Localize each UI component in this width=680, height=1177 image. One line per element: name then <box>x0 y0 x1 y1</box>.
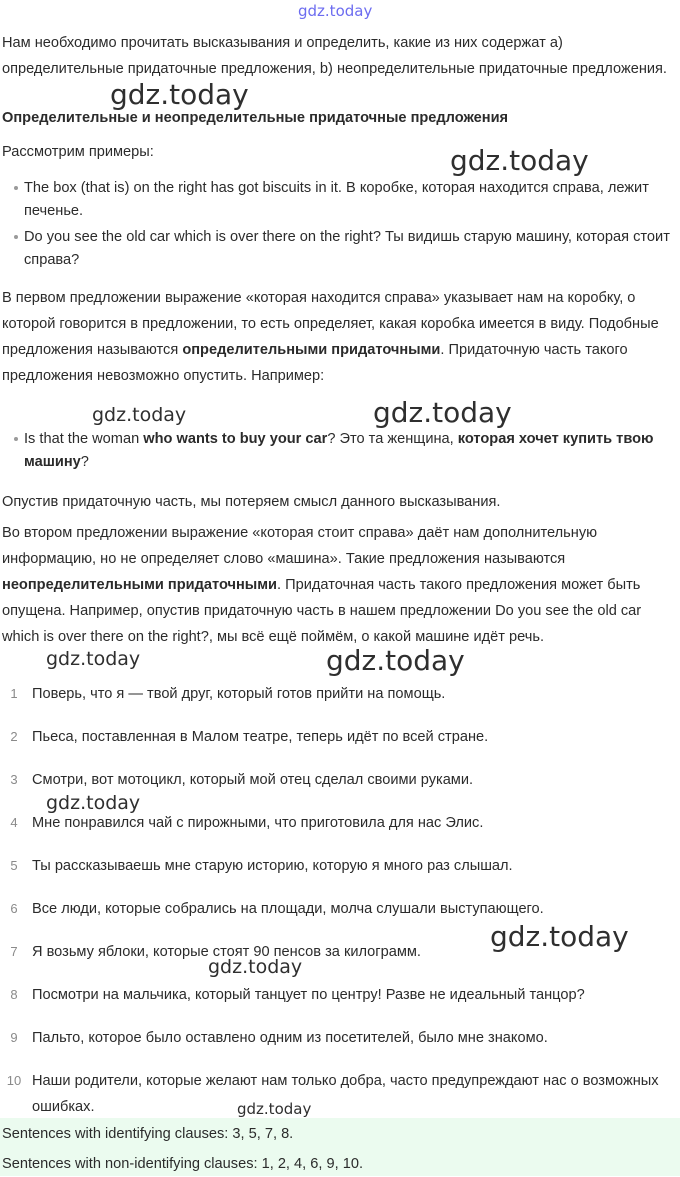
watermark: gdz.today <box>326 644 465 677</box>
watermark: gdz.today <box>373 396 512 429</box>
term-identifying: определительными придаточными <box>182 342 441 358</box>
list-item: 8 Посмотри на мальчика, который танцует по центру! Разве не идеальный танцор? <box>10 987 585 1003</box>
example-item: Do you see the old car which is over there on the right? Ты видишь старую машину, которая стоит справа? <box>8 226 678 272</box>
section-heading: Определительные и неопределительные придаточные предложения <box>2 110 509 126</box>
examples-list <box>8 177 678 272</box>
watermark: gdz.today <box>490 920 629 953</box>
answer-non-identifying: Sentences with non-identifying clauses: 1, 2, 4, 6, 9, 10. <box>2 1156 364 1172</box>
watermark: gdz.today <box>110 78 249 111</box>
example-list-2 <box>8 428 678 474</box>
term-non-identifying: неопределительными придаточными <box>2 577 278 593</box>
list-item: 9 Пальто, которое было оставлено одним из посетителей, было мне знакомо. <box>10 1030 548 1046</box>
watermark: gdz.today <box>92 404 187 426</box>
list-item: 5 Ты рассказываешь мне старую историю, которую я много раз слышал. <box>10 858 513 874</box>
intro-paragraph: Нам необходимо прочитать высказывания и определить, какие из них содержат a) определительные придаточные предложения, b) неопределительные придаточные предложения. <box>2 35 667 77</box>
paragraph-non-identifying: Во втором предложении выражение «которая стоит справа» даёт нам дополнительную информацию, но не определяет слово «машина». Такие предложения называются неопределительными придаточными. Придаточная часть такого предложения может быть опущена. Например, опустив придаточную часть в нашем предложении Do you see the old car which is over there on the right?, мы всё ещё поймём, о какой машине идёт речь. <box>2 525 642 645</box>
watermark: gdz.today <box>450 144 589 177</box>
consider-label: Рассмотрим примеры: <box>2 144 154 160</box>
paragraph-omit: Опустив придаточную часть, мы потеряем смысл данного высказывания. <box>2 494 501 510</box>
watermark: gdz.today <box>237 1100 312 1118</box>
answer-box <box>0 1118 680 1176</box>
paragraph-identifying: В первом предложении выражение «которая находится справа» указывает нам на коробку, о которой говорится в предложении, то есть определяет, какая коробка имеется в виду. Подобные предложения называются определительными придаточными. Придаточную часть такого предложения невозможно опустить. Например: <box>2 290 659 384</box>
example-item: The box (that is) on the right has got biscuits in it. В коробке, которая находится справа, лежит печенье. <box>8 177 678 223</box>
watermark: gdz.today <box>46 792 141 814</box>
watermark: gdz.today <box>46 648 141 670</box>
list-item: 10 Наши родители, которые желают нам только добра, часто предупреждают нас о возможных ошибках. <box>6 1073 659 1115</box>
list-item: 4 Мне понравился чай с пирожными, что приготовила для нас Элис. <box>10 815 484 831</box>
watermark: gdz.today <box>208 956 303 978</box>
list-item: 2 Пьеса, поставленная в Малом театре, теперь идёт по всей стране. <box>10 729 489 745</box>
list-item: 7 Я возьму яблоки, которые стоят 90 пенсов за килограмм. <box>10 944 421 960</box>
list-item: 6 Все люди, которые собрались на площади, молча слушали выступающего. <box>10 901 544 917</box>
list-item: 3 Смотри, вот мотоцикл, который мой отец сделал своими руками. <box>10 772 474 788</box>
watermark-top: gdz.today <box>298 2 373 20</box>
answer-identifying: Sentences with identifying clauses: 3, 5, 7, 8. <box>2 1126 294 1142</box>
example-item: Is that the woman who wants to buy your car? Это та женщина, которая хочет купить твою машину? <box>8 428 678 474</box>
list-item: 1 Поверь, что я — твой друг, который готов прийти на помощь. <box>10 686 446 702</box>
